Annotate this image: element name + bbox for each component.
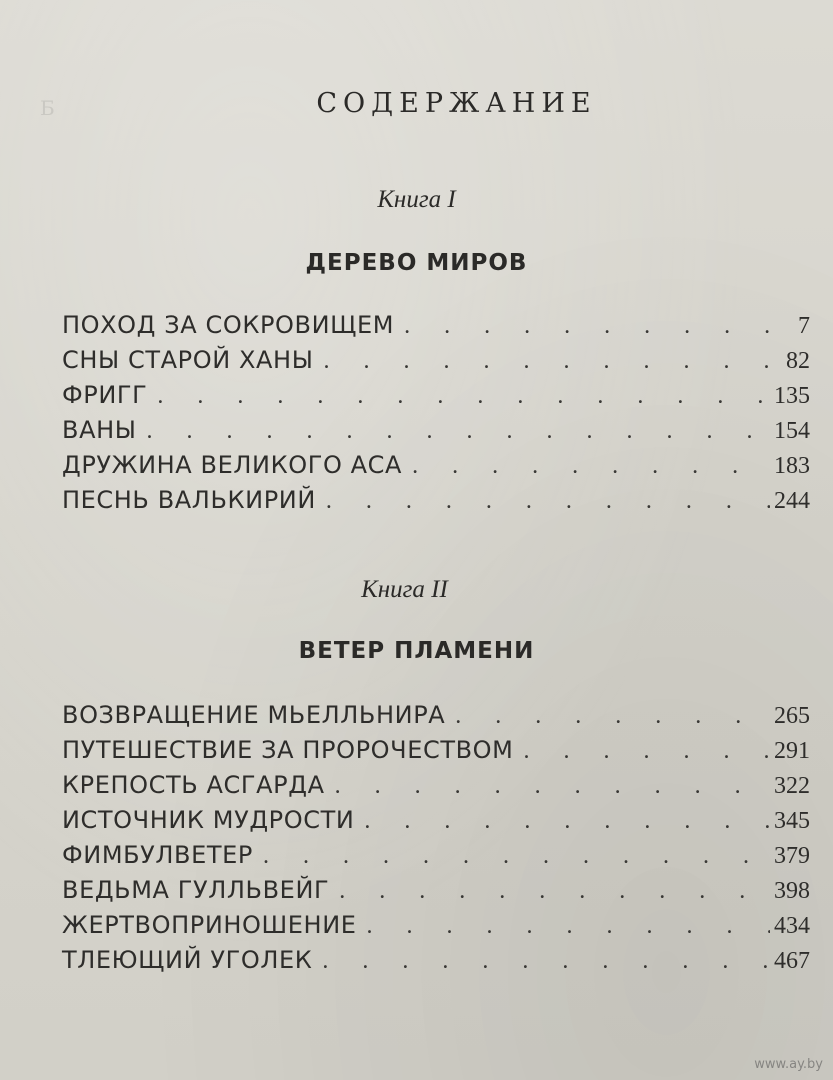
book-2-label: Книга II [361, 576, 448, 603]
toc-leader-dots [325, 769, 770, 804]
toc-entry-title: ВОЗВРАЩЕНИЕ МЬЕЛЛЬНИРА [62, 701, 446, 729]
book-2-toc-list [62, 698, 810, 978]
toc-entry [62, 448, 810, 483]
toc-leader-dots [329, 874, 770, 909]
toc-entry-title: СНЫ СТАРОЙ ХАНЫ [62, 346, 314, 374]
toc-entry [62, 838, 810, 873]
book-1-toc-list [62, 308, 810, 518]
toc-entry-page: 82 [786, 348, 810, 374]
toc-entry-page: 398 [774, 878, 810, 904]
toc-leader-dots [253, 839, 770, 874]
toc-entry-page: 183 [774, 453, 810, 479]
toc-leader-dots [137, 414, 770, 449]
toc-entry-page: 322 [774, 773, 810, 799]
toc-entry [62, 733, 810, 768]
toc-entry-title: ВЕДЬМА ГУЛЛЬВЕЙГ [62, 876, 330, 904]
toc-leader-dots [445, 699, 770, 734]
toc-entry [62, 803, 810, 838]
contents-title: СОДЕРЖАНИЕ [316, 88, 597, 119]
toc-entry-title: ПУТЕШЕСТВИЕ ЗА ПРОРОЧЕСТВОМ [62, 736, 514, 764]
toc-entry-title: ВАНЫ [62, 416, 137, 444]
toc-entry-page: 291 [774, 738, 810, 764]
book-2-title: ВЕТЕР ПЛАМЕНИ [298, 638, 535, 664]
toc-entry [62, 908, 810, 943]
toc-entry [62, 378, 810, 413]
toc-leader-dots [316, 484, 770, 519]
toc-leader-dots [312, 944, 770, 979]
toc-leader-dots [513, 734, 770, 769]
toc-entry [62, 308, 810, 343]
toc-entry-title: ДРУЖИНА ВЕЛИКОГО АСА [62, 451, 403, 479]
toc-entry-title: ТЛЕЮЩИЙ УГОЛЕК [62, 946, 313, 974]
toc-entry-page: 154 [774, 418, 810, 444]
toc-entry [62, 343, 810, 378]
toc-entry-title: ФРИГГ [62, 381, 148, 409]
toc-entry-page: 244 [774, 488, 810, 514]
toc-entry [62, 483, 810, 518]
toc-entry-title: ПОХОД ЗА СОКРОВИЩЕМ [62, 311, 395, 339]
toc-entry-page: 345 [774, 808, 810, 834]
toc-leader-dots [313, 344, 782, 379]
book-1-title: ДЕРЕВО МИРОВ [305, 250, 528, 276]
toc-entry-page: 265 [774, 703, 810, 729]
bleed-through-text: Б [40, 96, 55, 120]
toc-entry [62, 413, 810, 448]
toc-entry-title: ПЕСНЬ ВАЛЬКИРИЙ [62, 486, 316, 514]
toc-entry-page: 467 [774, 948, 810, 974]
toc-entry-title: ИСТОЧНИК МУДРОСТИ [62, 806, 355, 834]
toc-entry [62, 768, 810, 803]
toc-entry [62, 698, 810, 733]
toc-entry-page: 434 [774, 913, 810, 939]
toc-leader-dots [394, 309, 794, 344]
toc-leader-dots [147, 379, 770, 414]
toc-entry [62, 943, 810, 978]
toc-entry [62, 873, 810, 908]
toc-leader-dots [402, 449, 770, 484]
toc-entry-page: 135 [774, 383, 810, 409]
book-1-label: Книга I [377, 186, 456, 213]
toc-entry-title: ФИМБУЛВЕТЕР [62, 841, 253, 869]
toc-entry-title: ЖЕРТВОПРИНОШЕНИЕ [62, 911, 357, 939]
toc-entry-page: 7 [798, 313, 810, 339]
toc-entry-title: КРЕПОСТЬ АСГАРДА [62, 771, 325, 799]
toc-leader-dots [357, 909, 770, 944]
toc-entry-page: 379 [774, 843, 810, 869]
site-watermark: www.ay.by [754, 1057, 823, 1072]
toc-leader-dots [354, 804, 770, 839]
